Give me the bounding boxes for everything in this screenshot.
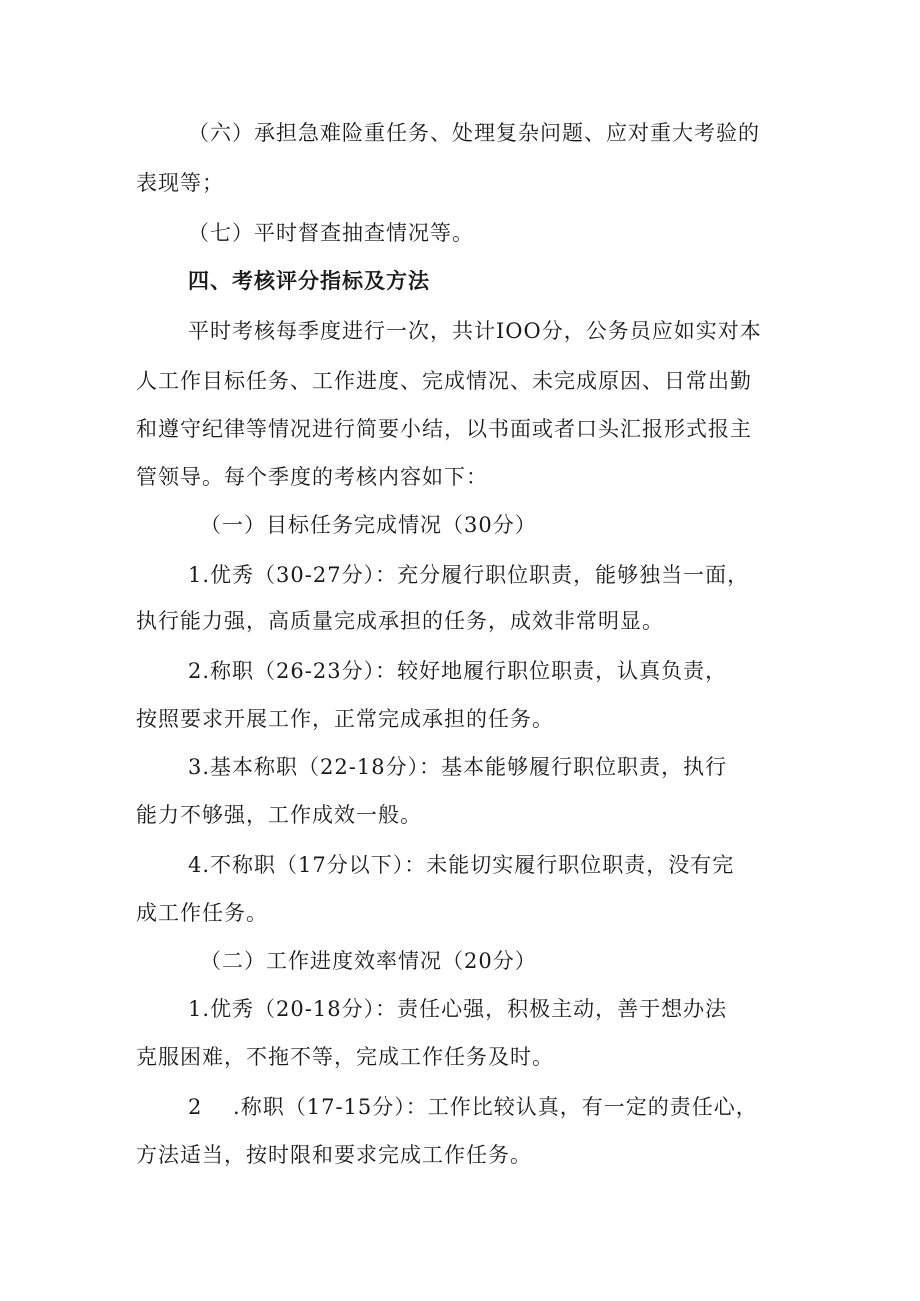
text-line: 1.优秀（20-18分）：责任心强，积极主动，善于想办法 [188, 997, 728, 1021]
text-line: 方法适当，按时限和要求完成工作任务。 [136, 1143, 532, 1167]
text-line: （六）承担急难险重任务、处理复杂问题、应对重大考验的 [188, 121, 760, 145]
text-line: 按照要求开展工作，正常完成承担的任务。 [136, 707, 554, 731]
text-line: 1.优秀（30-27分）：充分履行职位职责，能够独当一面， [188, 563, 750, 587]
text-line: 执行能力强，高质量完成承担的任务，成效非常明显。 [136, 609, 664, 633]
text-line: 2 .称职（17-15分）：工作比较认真，有一定的责任心， [188, 1095, 758, 1119]
text-line: 2.称职（26-23分）：较好地履行职位职责，认真负责， [188, 659, 728, 683]
text-line: 3.基本称职（22-18分）：基本能够履行职位职责，执行 [188, 755, 728, 779]
text-line: 和遵守纪律等情况进行简要小结，以书面或者口头汇报形式报主 [136, 417, 752, 441]
text-line: 成工作任务。 [136, 901, 268, 925]
text-line: 表现等； [136, 171, 224, 195]
text-line: 克服困难，不拖不等，完成工作任务及时。 [136, 1045, 554, 1069]
section-heading: 四、考核评分指标及方法 [188, 269, 430, 293]
text-line: （七）平时督查抽查情况等。 [188, 221, 474, 245]
text-line: 能力不够强，工作成效一般。 [136, 803, 422, 827]
subsection-heading: （一）目标任务完成情况（30分） [200, 513, 537, 537]
text-line: 管领导。每个季度的考核内容如下： [136, 465, 488, 489]
subsection-heading: （二）工作进度效率情况（20分） [200, 949, 537, 973]
text-line: 人工作目标任务、工作进度、完成情况、未完成原因、日常出勤 [136, 369, 752, 393]
text-line: 平时考核每季度进行一次，共计IOO分，公务员应如实对本 [188, 319, 762, 343]
text-line: 4.不称职（17分以下）：未能切实履行职位职责，没有完 [188, 853, 735, 877]
